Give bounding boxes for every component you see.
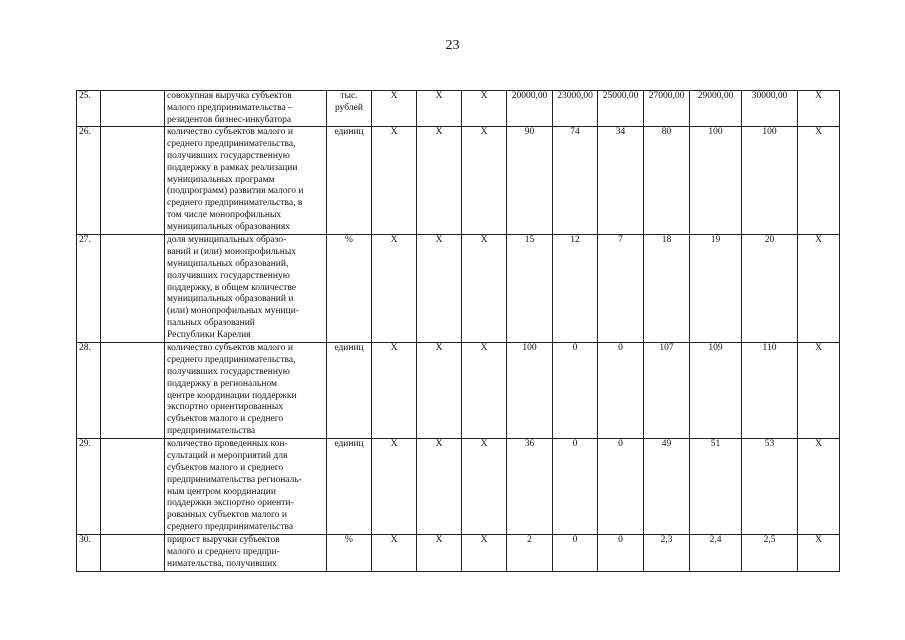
value-cell: Х xyxy=(372,91,417,127)
value-cell: 2,4 xyxy=(690,535,742,572)
value-cell: Х xyxy=(462,343,507,439)
unit-cell: тыс. рублей xyxy=(327,91,372,127)
value-cell: 12 xyxy=(553,235,598,343)
value-cell: 0 xyxy=(553,535,598,572)
blank-cell xyxy=(101,439,165,535)
value-cell: Х xyxy=(372,535,417,572)
unit-cell: % xyxy=(327,535,372,572)
value-cell: 100 xyxy=(742,127,798,235)
page-number: 23 xyxy=(445,38,460,53)
blank-cell xyxy=(101,127,165,235)
value-cell: 23000,00 xyxy=(553,91,598,127)
indicator-name-cell: количество субъектов малого и среднего предпринимательства, получивших государственную поддержку в рамках реализации муниципальных программ (подпрограмм) развития малого и среднего предпринимательства, в том числе монопрофильных муниципальных образованиях xyxy=(165,127,327,235)
value-cell: Х xyxy=(417,439,462,535)
value-cell: 109 xyxy=(690,343,742,439)
table-row xyxy=(77,127,840,235)
value-cell: Х xyxy=(462,235,507,343)
value-cell: 0 xyxy=(553,439,598,535)
blank-cell xyxy=(101,343,165,439)
value-cell: 0 xyxy=(598,343,644,439)
indicators-table xyxy=(76,90,840,572)
value-cell: 36 xyxy=(507,439,553,535)
value-cell: 20 xyxy=(742,235,798,343)
value-cell: Х xyxy=(462,535,507,572)
value-cell: 2 xyxy=(507,535,553,572)
value-cell: Х xyxy=(417,127,462,235)
indicator-name-cell: количество субъектов малого и среднего предпринимательства, получивших государственную поддержку в региональном центре координации поддержки экспортно ориентированных субъектов малого и среднего предпринимательства xyxy=(165,343,327,439)
value-cell: Х xyxy=(462,439,507,535)
value-cell: Х xyxy=(798,127,840,235)
blank-cell xyxy=(101,535,165,572)
value-cell: Х xyxy=(462,91,507,127)
value-cell: Х xyxy=(798,343,840,439)
table-row xyxy=(77,535,840,572)
value-cell: 18 xyxy=(644,235,690,343)
value-cell: Х xyxy=(372,343,417,439)
row-number-cell: 25. xyxy=(77,91,101,127)
value-cell: Х xyxy=(372,127,417,235)
value-cell: 19 xyxy=(690,235,742,343)
row-number-cell: 28. xyxy=(77,343,101,439)
table-body xyxy=(77,91,840,572)
value-cell: 100 xyxy=(507,343,553,439)
unit-cell: % xyxy=(327,235,372,343)
unit-cell: единиц xyxy=(327,343,372,439)
value-cell: 0 xyxy=(598,535,644,572)
value-cell: 90 xyxy=(507,127,553,235)
value-cell: 2,5 xyxy=(742,535,798,572)
indicator-name-cell: количество проведенных кон- сультаций и мероприятий для субъектов малого и среднего предпринимательства региональ- ным центром координации поддержки экспортно ориенти- рованных субъектов малого и среднего предпринимательства xyxy=(165,439,327,535)
value-cell: 107 xyxy=(644,343,690,439)
value-cell: Х xyxy=(417,235,462,343)
row-number-cell: 30. xyxy=(77,535,101,572)
value-cell: 20000,00 xyxy=(507,91,553,127)
blank-cell xyxy=(101,235,165,343)
value-cell: 30000,00 xyxy=(742,91,798,127)
unit-cell: единиц xyxy=(327,439,372,535)
value-cell: 53 xyxy=(742,439,798,535)
table-row xyxy=(77,235,840,343)
value-cell: 15 xyxy=(507,235,553,343)
row-number-cell: 27. xyxy=(77,235,101,343)
unit-cell: единиц xyxy=(327,127,372,235)
value-cell: Х xyxy=(417,91,462,127)
value-cell: Х xyxy=(798,439,840,535)
value-cell: 25000,00 xyxy=(598,91,644,127)
value-cell: Х xyxy=(462,127,507,235)
value-cell: 7 xyxy=(598,235,644,343)
table-row xyxy=(77,343,840,439)
value-cell: 74 xyxy=(553,127,598,235)
value-cell: 100 xyxy=(690,127,742,235)
value-cell: Х xyxy=(417,535,462,572)
table-row xyxy=(77,91,840,127)
value-cell: 29000,00 xyxy=(690,91,742,127)
value-cell: Х xyxy=(798,535,840,572)
row-number-cell: 29. xyxy=(77,439,101,535)
value-cell: 110 xyxy=(742,343,798,439)
value-cell: 2,3 xyxy=(644,535,690,572)
value-cell: Х xyxy=(798,235,840,343)
value-cell: 34 xyxy=(598,127,644,235)
value-cell: 80 xyxy=(644,127,690,235)
value-cell: Х xyxy=(372,235,417,343)
value-cell: 0 xyxy=(553,343,598,439)
value-cell: 0 xyxy=(598,439,644,535)
indicator-name-cell: совокупная выручка субъектов малого предпринимательства – резидентов бизнес-инкубатора xyxy=(165,91,327,127)
indicator-name-cell: прирост выручки субъектов малого и среднего предпри- нимательства, получивших xyxy=(165,535,327,572)
blank-cell xyxy=(101,91,165,127)
indicator-name-cell: доля муниципальных образо- ваний и (или) монопрофильных муниципальных образований, получивших государственную поддержку, в общем количестве муниципальных образований и (или) монопрофильных муници- пальных образований Республики Карелия xyxy=(165,235,327,343)
value-cell: 49 xyxy=(644,439,690,535)
row-number-cell: 26. xyxy=(77,127,101,235)
value-cell: Х xyxy=(417,343,462,439)
value-cell: Х xyxy=(372,439,417,535)
value-cell: Х xyxy=(798,91,840,127)
value-cell: 27000,00 xyxy=(644,91,690,127)
value-cell: 51 xyxy=(690,439,742,535)
table-row xyxy=(77,439,840,535)
